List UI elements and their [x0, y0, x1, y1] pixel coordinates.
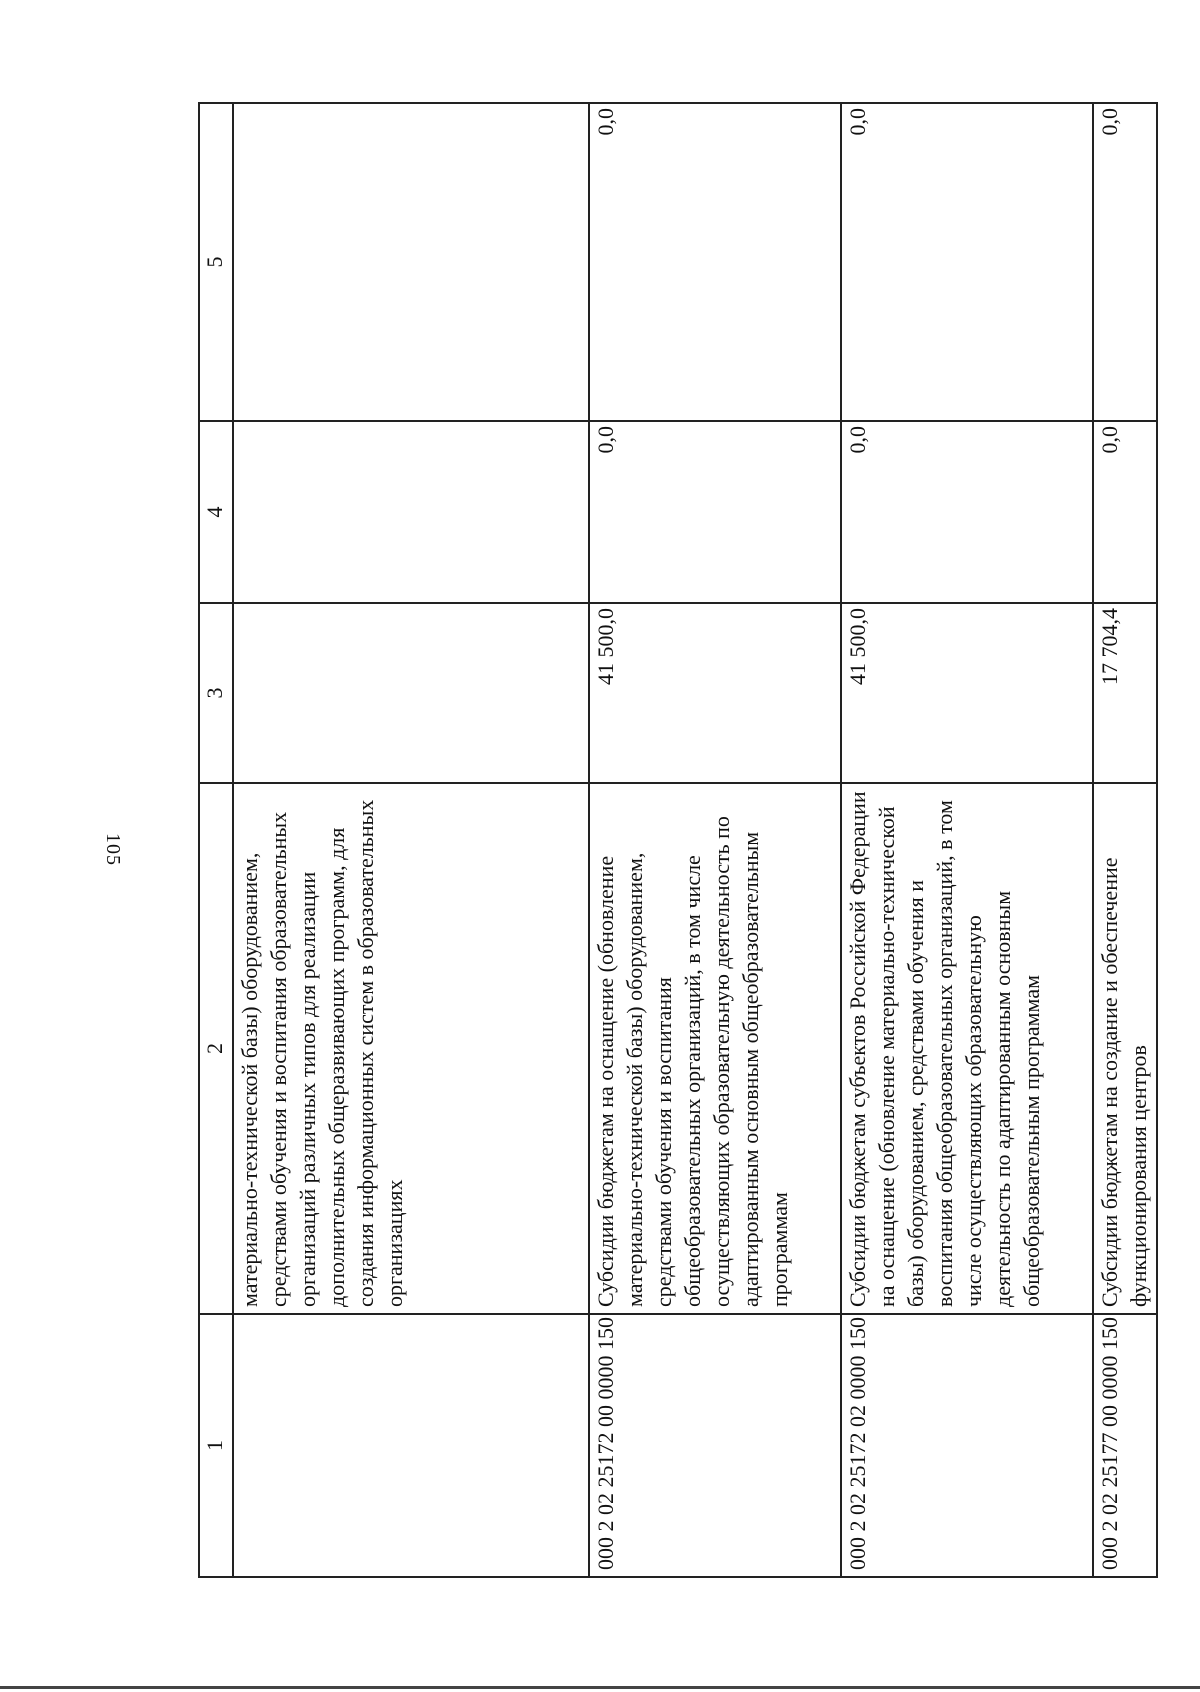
budget-code-cell: 000 2 02 25172 00 0000 150: [589, 1314, 841, 1577]
table-row: [233, 103, 589, 1577]
amount-cell: 0,0: [1093, 421, 1157, 603]
description-cell: материально-технической базы) оборудованием, средствами обучения и воспитания образовательных организаций различных типов для реализации дополнительных общеразвивающих программ, для создания информационных систем в образовательных организациях: [233, 783, 589, 1314]
amount-cell: 17 704,4: [1093, 603, 1157, 783]
table-row: [1093, 103, 1157, 1577]
page-number: 105: [102, 833, 124, 866]
budget-code-cell: 000 2 02 25177 00 0000 150: [1093, 1314, 1157, 1577]
column-header: 4: [199, 421, 233, 603]
column-header: 5: [199, 103, 233, 421]
amount-cell: 0,0: [1093, 103, 1157, 421]
description-cell: Субсидии бюджетам на оснащение (обновление материально-технической базы) оборудованием, средствами обучения и воспитания общеобразовательных организаций, в том числе осуществляющих образовательную деятельность по адаптированным основным общеобразовательным программам: [589, 783, 841, 1314]
column-header: 1: [199, 1314, 233, 1577]
scan-bottom-edge: [0, 1686, 1200, 1689]
amount-cell: 0,0: [841, 421, 1093, 603]
budget-table-region: [198, 104, 1151, 1578]
budget-code-cell: 000 2 02 25172 02 0000 150: [841, 1314, 1093, 1577]
amount-cell: 41 500,0: [589, 603, 841, 783]
amount-cell: 41 500,0: [841, 603, 1093, 783]
amount-cell: [233, 421, 589, 603]
column-header: 3: [199, 603, 233, 783]
table-row: [841, 103, 1093, 1577]
amount-cell: 0,0: [841, 103, 1093, 421]
rotated-table-container: [198, 104, 1151, 1578]
table-row: [589, 103, 841, 1577]
budget-code-cell: [233, 1314, 589, 1577]
amount-cell: 0,0: [589, 421, 841, 603]
description-cell: Субсидии бюджетам субъектов Российской Федерации на оснащение (обновление материально-технической базы) оборудованием, средствами обучения и воспитания общеобразовательных организаций, в том числе осуществляющих образовательную деятельность по адаптированным основным общеобразовательным программам: [841, 783, 1093, 1314]
amount-cell: [233, 103, 589, 421]
amount-cell: [233, 603, 589, 783]
column-header: 2: [199, 783, 233, 1314]
description-cell: Субсидии бюджетам на создание и обеспечение функционирования центров: [1093, 783, 1157, 1314]
budget-table: [198, 102, 1158, 1578]
table-header-row: [199, 103, 233, 1577]
amount-cell: 0,0: [589, 103, 841, 421]
